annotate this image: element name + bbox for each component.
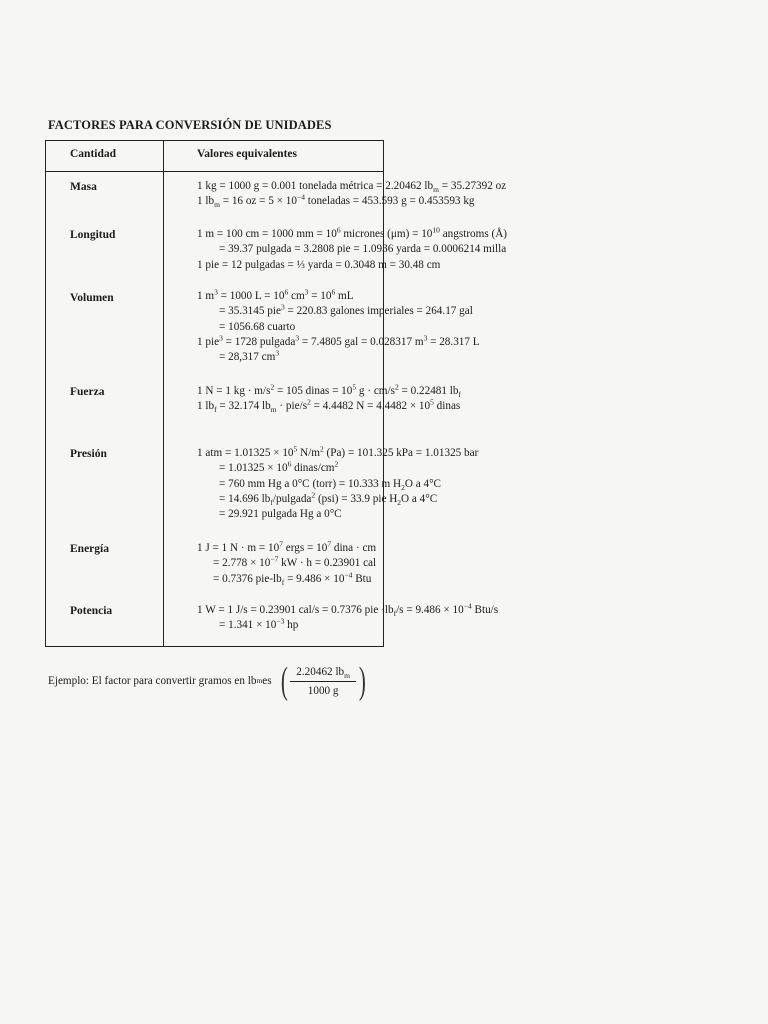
row-values-volumen: 1 $m^3 = 1000$ $L = 10^6$ $cm^3 = 10^6$ mL = 35.3145 pie$^3$ = 220.83 galones imperiales = 264.17 gal = 1056.68 cuarto 1 pie$^3$ = 1728 pulgada$^3$ = 7.4805 gal = 0.028317 $m^3 = 28.317$ L = 28,317 $cm^3$ — [197, 287, 480, 364]
row-label-energia: Energía — [70, 543, 109, 555]
fraction-denominator: 1000 g — [307, 684, 339, 697]
example-note: Ejemplo: El factor para convertir gramos en lb m es ( $\frac{2.20462 lb_m}{1000 g}$ ) — [48, 662, 369, 700]
row-values-potencia: 1 W = 1 J/s = 0.23901 cal/s = 0.7376 pie $\cdot lb_f/s = 9.486 \times 10^{-4}$ Btu/s = $1.341 \times 10^{-3}$ hp — [197, 601, 499, 632]
row-values-longitud: 1 m = 100 cm = 1000 mm = $10^6$ micrones $(\mu m) = 10^{10}$ angstroms (Å) = 39.37 pulgada = 3.2808 pie = 1.0936 yarda = 0.0006214 milla 1 pie = 12 pulgadas = ⅓ yarda = 0.3048 m = 30.48 cm — [197, 225, 508, 271]
row-label-longitud: Longitud — [70, 229, 116, 241]
column-divider — [163, 141, 164, 646]
header-cantidad: Cantidad — [70, 148, 117, 160]
row-label-volumen: Volumen — [70, 292, 114, 304]
header-valores: Valores equivalentes — [197, 148, 297, 160]
row-label-fuerza: Fuerza — [70, 386, 105, 398]
fraction-numerator: 2.20462 $lb_m$ — [290, 666, 356, 682]
example-fraction: ( $\frac{2.20462 lb_m}{1000 g}$ ) — [280, 660, 366, 702]
row-values-energia: 1 J = 1 $N \cdot m = 10^7$ ergs = $10^7$ dina · cm = $2.778 \times 10^{-7}$ kW · h = 0.23901 cal = 0.7376 pie-$lb_f = 9.486 \times 10^{-4}$ Btu — [197, 539, 377, 587]
example-text: Ejemplo: El factor para convertir gramos en lb — [48, 675, 257, 687]
row-values-presion: 1 atm = $1.01325 \times 10^5$ $N/m^2$ (Pa) = 101.325 kPa = 1.01325 bar = $1.01325 \times 10^6$ dinas/$cm^2$ = 760 mm Hg a 0°C (torr) = 10.333 m $H_2O$ a 4°C = 14.696 $lb_f/pulgada^2$ (psi) = 33.9 pie $H_2O$ a 4°C = 29.921 pulgada Hg a 0°C — [197, 444, 479, 521]
row-values-fuerza: 1 N = 1 kg · $m/s^2 = 105$ dinas = $10^5$ $g \cdot cm/s^2 = 0.22481$ $lb_f$ 1 $lb_f = 32.174$ $lb_m \cdot pie/s^2 = 4.4482$ $N = 4.4482 \times 10^5$ dinas — [197, 382, 461, 415]
row-label-potencia: Potencia — [70, 605, 113, 617]
row-values-masa: 1 kg = 1000 g = 0.001 tonelada métrica = 2.20462 $lb_m = 35.27392$ oz 1 $lb_m = 16$ oz = $5 \times 10^{-4}$ toneladas = 453.593 g = 0.453593 kg — [197, 180, 507, 210]
page-title: FACTORES PARA CONVERSIÓN DE UNIDADES — [48, 118, 332, 132]
row-label-masa: Masa — [70, 181, 97, 193]
example-es: es — [262, 675, 272, 687]
row-label-presion: Presión — [70, 448, 107, 460]
header-divider — [46, 171, 383, 172]
